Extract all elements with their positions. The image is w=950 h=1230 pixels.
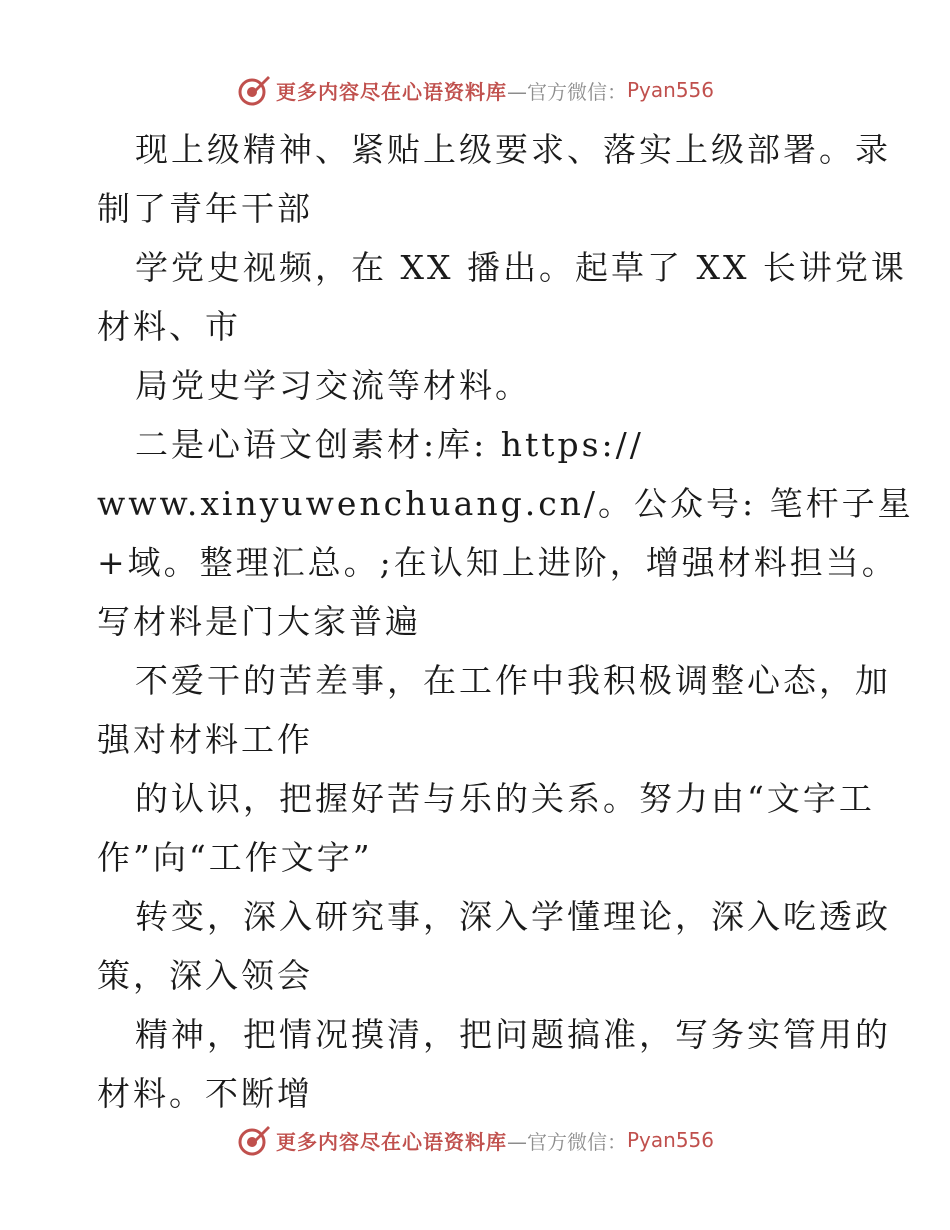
body-line: 制了青年干部 (97, 189, 313, 228)
body-line: 转变，深入研究事，深入学懂理论，深入吃透政 (135, 897, 891, 936)
body-line: www.xinyuwenchuang.cn/。公众号: 笔杆子星 (97, 484, 914, 523)
footer-banner (0, 1120, 950, 1160)
body-line: 二是心语文创素材:库: https:// (135, 425, 644, 464)
body-line: 精神，把情况摸清，把问题搞准，写务实管用的 (135, 1015, 891, 1054)
body-line: 的认识，把握好苦与乐的关系。努力由“文字工 (135, 779, 875, 818)
body-line: 学党史视频，在 XX 播出。起草了 XX 长讲党课 (135, 248, 907, 287)
body-line: 不爱干的苦差事，在工作中我积极调整心态，加 (135, 661, 891, 700)
header-banner (0, 70, 950, 110)
body-line: 材料。不断增 (97, 1074, 313, 1113)
body-line: 现上级精神、紧贴上级要求、落实上级部署。录 (135, 130, 891, 169)
quill-logo-icon (236, 1122, 272, 1158)
banner-wechat-id: Pyan556 (626, 78, 714, 102)
banner-brand-text: 更多内容尽在心语资料库 (275, 1129, 507, 1154)
body-line: 局党史学习交流等材料。 (135, 366, 531, 405)
body-line: 强对材料工作 (97, 720, 313, 759)
document-body (97, 120, 914, 1123)
body-line: +域。整理汇总。;在认知上进阶，增强材料担当。 (97, 543, 898, 582)
body-line: 作”向“工作文字” (97, 838, 373, 877)
body-line: 策，深入领会 (97, 956, 313, 995)
body-line: 写材料是门大家普遍 (97, 602, 421, 641)
banner-brand-text: 更多内容尽在心语资料库 (275, 79, 507, 104)
banner-wechat-id: Pyan556 (626, 1128, 714, 1152)
quill-logo-icon (236, 72, 272, 108)
banner-separator-text: —官方微信： (506, 79, 627, 104)
body-line: 材料、市 (97, 307, 241, 346)
banner-separator-text: —官方微信： (506, 1129, 627, 1154)
